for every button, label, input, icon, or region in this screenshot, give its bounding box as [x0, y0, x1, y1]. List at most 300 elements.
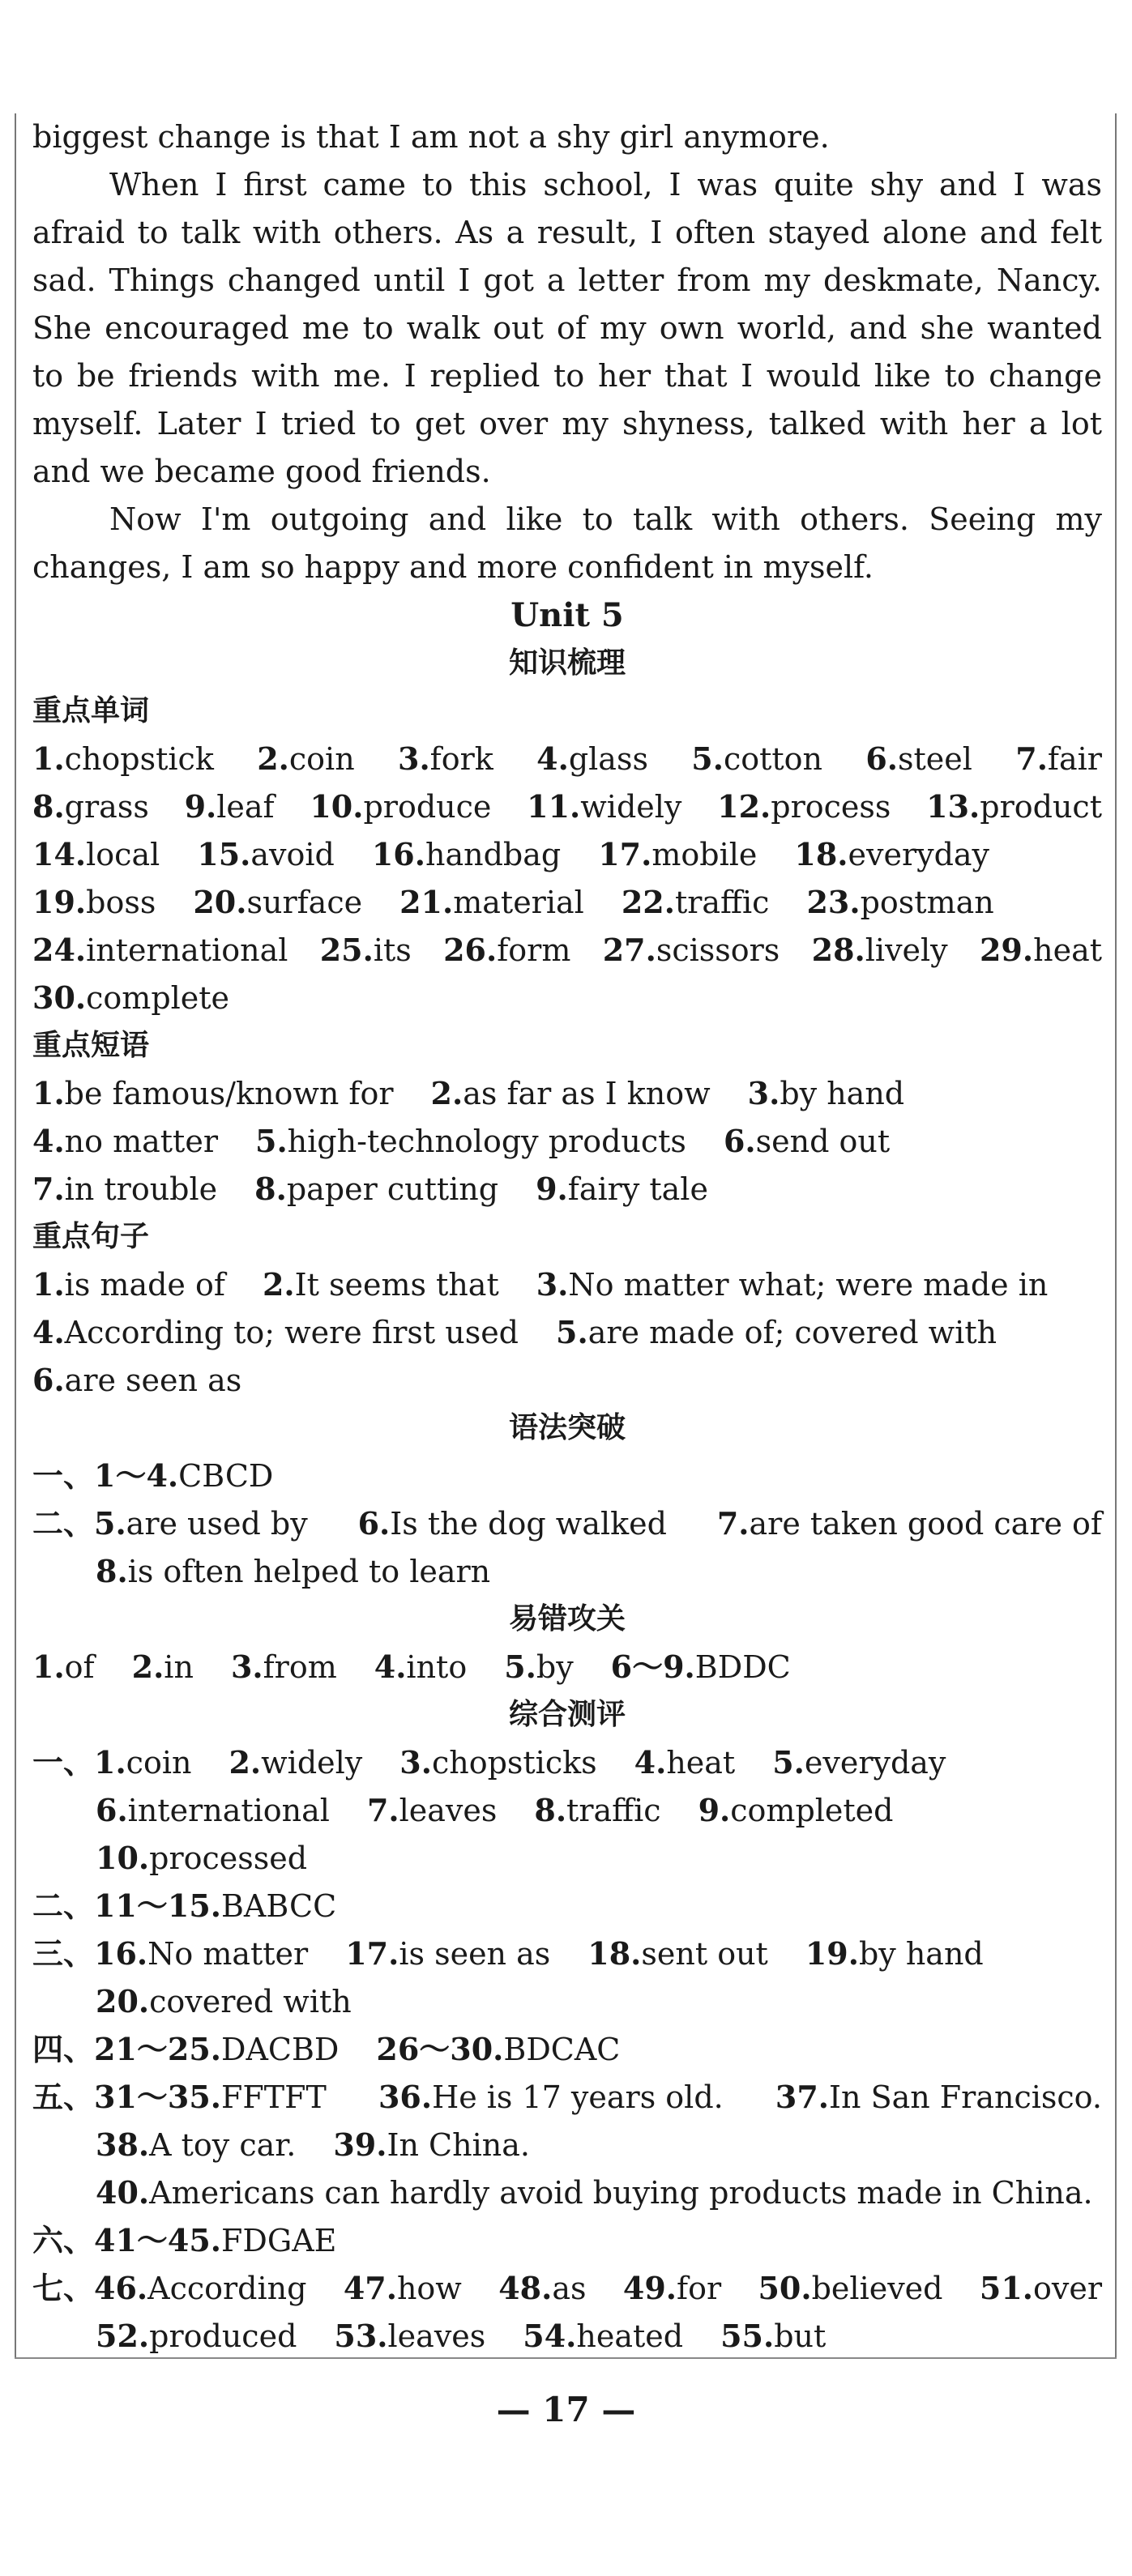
answer-text: produce: [363, 789, 492, 825]
answer-text: Americans can hardly avoid buying products made in China.: [149, 2175, 1093, 2211]
section-heading: 知识梳理: [508, 646, 626, 680]
answer-item: [32, 926, 288, 974]
section-heading: 综合测评: [508, 1698, 626, 1731]
answer-number: 六、41～45.: [32, 2222, 221, 2258]
sentence-heading: 重点句子: [32, 1220, 150, 1253]
answer-number: 27.: [602, 932, 656, 968]
answer-text: In San Francisco.: [829, 2079, 1102, 2115]
answer-item: [96, 1977, 352, 2025]
answer-item: [758, 2264, 942, 2312]
answer-item: [399, 878, 584, 926]
answer-text: into: [406, 1649, 468, 1685]
answer-text: chopsticks: [431, 1745, 597, 1781]
phrase-heading: 重点短语: [32, 1029, 150, 1062]
answer-text: BDDC: [694, 1649, 791, 1685]
answer-item: [334, 2312, 485, 2360]
answer-text: heat: [666, 1745, 736, 1781]
answer-text: is made of: [64, 1267, 225, 1303]
answer-item: [367, 1786, 497, 1834]
answer-item: [32, 1643, 95, 1691]
answer-text: over: [1033, 2271, 1102, 2306]
answer-row: [32, 1356, 1102, 1404]
answer-item: [96, 2121, 296, 2169]
answer-text: paper cutting: [286, 1171, 499, 1207]
answer-number: 3.: [399, 1744, 432, 1781]
answer-row: [32, 2312, 1102, 2360]
answer-item: [717, 783, 891, 830]
answer-item: [527, 783, 681, 830]
answer-number: 8.: [32, 788, 65, 825]
answer-text: coin: [288, 741, 355, 777]
answer-number: 9.: [698, 1792, 731, 1828]
answer-text: chopstick: [64, 741, 214, 777]
answer-text: from: [263, 1649, 337, 1685]
answer-text: No matter what; were made in: [568, 1267, 1049, 1303]
answer-number: 1.: [32, 1266, 65, 1303]
answer-item: [523, 2312, 683, 2360]
answer-number: 4.: [374, 1648, 407, 1685]
answer-text: sent out: [641, 1936, 768, 1972]
answer-number: 5.: [691, 740, 724, 777]
answer-text: mobile: [651, 837, 758, 872]
answer-item: [865, 735, 972, 783]
answer-row: [32, 1547, 1102, 1595]
passage-line: Now I'm outgoing and like to talk with others. Seeing my: [109, 501, 1102, 537]
answer-row: [32, 783, 1102, 830]
answer-item: [32, 1165, 217, 1213]
answer-text: heated: [576, 2318, 684, 2354]
answer-row: [32, 735, 1102, 783]
answer-row: [32, 1786, 1102, 1834]
answer-item: [717, 1499, 1102, 1547]
answer-number: 1.: [32, 1075, 65, 1111]
answer-text: everyday: [804, 1745, 946, 1781]
answer-number: 17.: [345, 1935, 399, 1972]
answer-number: 1.: [32, 1648, 65, 1685]
answer-number: 3.: [536, 1266, 569, 1303]
answer-text: surface: [246, 885, 363, 920]
answer-item: [748, 1069, 904, 1117]
answer-number: 38.: [96, 2126, 150, 2163]
answer-item: [32, 1069, 394, 1117]
answer-item: [926, 783, 1102, 830]
answer-item: [376, 2025, 620, 2073]
answer-content: [32, 113, 1102, 2360]
answer-row: [32, 1882, 1102, 1930]
answer-number: 4.: [32, 1123, 65, 1159]
answer-text: It seems that: [294, 1267, 499, 1303]
answer-item: [333, 2121, 530, 2169]
answer-text: by hand: [858, 1936, 984, 1972]
answer-item: [32, 735, 214, 783]
answer-number: 26.: [443, 932, 498, 968]
answer-number: 17.: [598, 836, 652, 872]
answer-text: grass: [64, 789, 149, 825]
answer-text: international: [127, 1793, 330, 1828]
answer-text: as far as I know: [463, 1076, 711, 1111]
answer-text: fair: [1047, 741, 1102, 777]
answer-text: are seen as: [64, 1363, 242, 1398]
answer-text: processed: [149, 1840, 308, 1876]
answer-item: [32, 1117, 218, 1165]
answer-text: fork: [429, 741, 493, 777]
passage-line: myself. Later I tried to get over my shyness, talked with her a lot: [32, 406, 1102, 441]
answer-item: [720, 2312, 826, 2360]
answer-text: BDCAC: [503, 2032, 621, 2067]
answer-item: [96, 2312, 297, 2360]
answer-text: but: [774, 2318, 827, 2354]
answer-row: [32, 878, 1102, 926]
answer-text: is seen as: [399, 1936, 551, 1972]
answer-text: DACBD: [221, 2032, 340, 2067]
answer-row: [32, 2216, 1102, 2264]
answer-text: steel: [898, 741, 972, 777]
answer-item: [193, 878, 362, 926]
answer-text: According: [147, 2271, 307, 2306]
answer-row: [32, 1738, 1102, 1786]
answer-number: 3.: [398, 740, 430, 777]
answer-text: form: [497, 932, 571, 968]
answer-number: 1.: [32, 740, 65, 777]
answer-text: scissors: [656, 932, 780, 968]
answer-number: 37.: [775, 2079, 829, 2115]
answer-item: [812, 926, 948, 974]
answer-number: 5.: [504, 1648, 536, 1685]
answer-text: CBCD: [178, 1458, 274, 1494]
passage-line: She encouraged me to walk out of my own world, and she wanted: [32, 310, 1102, 346]
answer-item: [775, 2073, 1102, 2121]
answer-item: [96, 2169, 1093, 2216]
answer-number: 11.: [527, 788, 581, 825]
answer-row: [32, 830, 1102, 878]
answer-item: [197, 830, 335, 878]
answer-text: is often helped to learn: [127, 1554, 491, 1589]
answer-text: glass: [568, 741, 648, 777]
answer-row: [32, 1117, 1102, 1165]
answer-item: [358, 1499, 667, 1547]
answer-item: [504, 1643, 573, 1691]
answer-item: [32, 830, 160, 878]
answer-row: [32, 1308, 1102, 1356]
answer-number: 28.: [811, 932, 865, 968]
answer-item: [698, 1786, 894, 1834]
answer-text: BABCC: [221, 1888, 337, 1924]
answer-row: [32, 1452, 1102, 1499]
answer-number: 18.: [794, 836, 848, 872]
answer-row: [32, 1260, 1102, 1308]
answer-number: 24.: [32, 932, 87, 968]
answer-item: [231, 1643, 337, 1691]
answer-text: be famous/known for: [64, 1076, 394, 1111]
answer-number: 2.: [229, 1744, 262, 1781]
answer-item: [345, 1930, 550, 1977]
answer-text: of: [64, 1649, 95, 1685]
answer-number: 5.: [255, 1123, 288, 1159]
answer-item: [691, 735, 822, 783]
answer-number: 9.: [184, 788, 217, 825]
answer-number: 8.: [96, 1553, 128, 1589]
answer-number: 一、1～4.: [32, 1457, 179, 1494]
answer-number: 20.: [193, 884, 247, 920]
sentence-list: [32, 1260, 1102, 1404]
answer-text: in: [164, 1649, 194, 1685]
answer-row: [32, 1834, 1102, 1882]
answer-item: [443, 926, 570, 974]
answer-number: 9.: [536, 1171, 568, 1207]
answer-text: process: [771, 789, 891, 825]
answer-text: He is 17 years old.: [432, 2079, 724, 2115]
answer-number: 2.: [262, 1266, 295, 1303]
answer-item: [498, 2264, 586, 2312]
vocab-list: [32, 735, 1102, 1021]
answer-number: 16.: [371, 836, 425, 872]
answer-number: 14.: [32, 836, 87, 872]
answer-row: [32, 2169, 1102, 2216]
answer-item: [32, 1930, 308, 1977]
answer-text: completed: [730, 1793, 894, 1828]
answer-number: 30.: [32, 979, 87, 1016]
answer-item: [536, 1165, 708, 1213]
answer-item: [794, 830, 989, 878]
answer-item: [229, 1738, 362, 1786]
answer-item: [772, 1738, 946, 1786]
answer-item: [96, 1547, 490, 1595]
answer-item: [320, 926, 412, 974]
answer-number: 7.: [716, 1505, 750, 1542]
answer-number: 39.: [333, 2126, 387, 2163]
answer-number: 3.: [230, 1648, 263, 1685]
answer-text: send out: [755, 1124, 891, 1159]
answer-number: 2.: [257, 740, 289, 777]
unit-title: Unit 5: [510, 596, 624, 634]
answer-row: [32, 1069, 1102, 1117]
answer-item: [806, 878, 993, 926]
answer-item: [398, 735, 493, 783]
answer-number: 36.: [378, 2079, 433, 2115]
answer-number: 6.: [357, 1505, 391, 1542]
answer-row: [32, 1643, 1102, 1691]
answer-number: 55.: [720, 2318, 775, 2354]
answer-number: 7.: [366, 1792, 399, 1828]
answer-number: 18.: [587, 1935, 642, 1972]
answer-text: as: [552, 2271, 587, 2306]
answer-item: [805, 1930, 984, 1977]
answer-text: boss: [86, 885, 156, 920]
answer-item: [32, 1499, 308, 1547]
answer-number: 8.: [254, 1171, 287, 1207]
passage-line: When I first came to this school, I was quite shy and I was: [109, 167, 1102, 203]
answer-row: [32, 1930, 1102, 1977]
answer-text: everyday: [848, 837, 990, 872]
answer-text: fairy tale: [567, 1171, 708, 1207]
passage-line: biggest change is that I am not a shy girl anymore.: [32, 119, 830, 155]
answer-number: 二、11～15.: [32, 1887, 221, 1924]
answer-number: 53.: [334, 2318, 388, 2354]
answer-number: 51.: [979, 2270, 1033, 2306]
answer-number: 48.: [498, 2270, 553, 2306]
answer-item: [431, 1069, 711, 1117]
answer-item: [372, 830, 561, 878]
answer-text: According to; were first used: [64, 1315, 519, 1350]
answer-number: 22.: [621, 884, 675, 920]
answer-item: [603, 926, 780, 974]
answer-text: by hand: [780, 1076, 905, 1111]
answer-number: 13.: [926, 788, 980, 825]
answer-number: 5.: [772, 1744, 805, 1781]
answer-number: 47.: [343, 2270, 397, 2306]
answer-text: traffic: [566, 1793, 661, 1828]
answer-text: widely: [261, 1745, 363, 1781]
answer-number: 6.: [32, 1362, 65, 1398]
answer-row: [32, 1499, 1102, 1547]
answer-number: 4.: [536, 740, 569, 777]
answer-row: [32, 974, 1102, 1021]
answer-item: [611, 1643, 791, 1691]
answer-number: 19.: [32, 884, 87, 920]
passage-line: afraid to talk with others. As a result, I often stayed alone and felt: [32, 215, 1102, 250]
answer-text: how: [396, 2271, 462, 2306]
passage-line: changes, I am so happy and more confident in myself.: [32, 549, 874, 585]
answer-text: traffic: [674, 885, 770, 920]
error-list: [32, 1643, 1102, 1691]
answer-number: 4.: [634, 1744, 667, 1781]
answer-row: [32, 2025, 1102, 2073]
answer-item: [556, 1308, 997, 1356]
vocab-heading: 重点单词: [32, 694, 150, 727]
answer-item: [96, 1786, 330, 1834]
answer-item: [132, 1643, 194, 1691]
answer-number: 29.: [979, 932, 1034, 968]
left-margin-rule: [15, 113, 16, 2357]
passage-line: sad. Things changed until I got a letter from my deskmate, Nancy.: [32, 262, 1102, 298]
answer-number: 7.: [1015, 740, 1048, 777]
answer-text: are taken good care of: [749, 1506, 1102, 1542]
answer-text: by: [536, 1649, 574, 1685]
answer-text: leaves: [387, 2318, 486, 2354]
answer-number: 25.: [319, 932, 374, 968]
answer-number: 52.: [96, 2318, 150, 2354]
page-number: — 17 —: [496, 2390, 636, 2429]
answer-number: 3.: [747, 1075, 780, 1111]
answer-number: 6.: [96, 1792, 128, 1828]
answer-text: for: [677, 2271, 722, 2306]
answer-text: In China.: [387, 2127, 530, 2163]
answer-item: [587, 1930, 768, 1977]
right-margin-rule: [1115, 113, 1117, 2357]
answer-item: [254, 1165, 498, 1213]
answer-row: [32, 2073, 1102, 2121]
answer-text: leaf: [216, 789, 275, 825]
answer-text: lively: [865, 932, 948, 968]
answer-item: [536, 735, 648, 783]
answer-text: local: [86, 837, 160, 872]
answer-text: are made of; covered with: [587, 1315, 997, 1350]
answer-item: [622, 878, 770, 926]
answer-number: 50.: [758, 2270, 812, 2306]
answer-item: [32, 1260, 225, 1308]
answer-item: [980, 926, 1102, 974]
answer-text: coin: [126, 1745, 192, 1781]
answer-number: 4.: [32, 1314, 65, 1350]
answer-text: are used by: [126, 1506, 308, 1542]
answer-text: product: [980, 789, 1102, 825]
answer-number: 四、21～25.: [32, 2031, 221, 2067]
answer-number: 6.: [723, 1123, 756, 1159]
answer-item: [724, 1117, 890, 1165]
answer-text: postman: [860, 885, 994, 920]
answer-number: 40.: [96, 2174, 150, 2211]
answer-number: 10.: [310, 788, 364, 825]
answer-item: [32, 783, 149, 830]
answer-number: 23.: [806, 884, 861, 920]
answer-item: [623, 2264, 721, 2312]
answer-row: [32, 2264, 1102, 2312]
answer-text: complete: [86, 980, 230, 1016]
answer-text: high-technology products: [287, 1124, 686, 1159]
answer-item: [534, 1786, 660, 1834]
grammar-list: [32, 1452, 1102, 1595]
answer-text: leaves: [399, 1793, 498, 1828]
test-list: [32, 1738, 1102, 2360]
answer-item: [257, 735, 354, 783]
answer-item: [32, 1882, 336, 1930]
answer-text: international: [86, 932, 288, 968]
answer-text: produced: [149, 2318, 297, 2354]
answer-row: [32, 926, 1102, 974]
answer-text: no matter: [64, 1124, 218, 1159]
answer-number: 26～30.: [376, 2031, 504, 2067]
answer-item: [185, 783, 275, 830]
answer-item: [32, 974, 229, 1021]
answer-item: [536, 1260, 1049, 1308]
answer-text: covered with: [149, 1984, 352, 2019]
answer-number: 七、46.: [32, 2270, 148, 2306]
answer-text: in trouble: [64, 1171, 218, 1207]
answer-text: widely: [580, 789, 682, 825]
answer-item: [255, 1117, 686, 1165]
answer-number: 20.: [96, 1983, 150, 2019]
answer-item: [378, 2073, 724, 2121]
answer-number: 19.: [805, 1935, 859, 1972]
answer-number: 10.: [96, 1840, 150, 1876]
answer-text: heat: [1033, 932, 1102, 968]
answer-row: [32, 1977, 1102, 2025]
answer-row: [32, 2121, 1102, 2169]
answer-item: [263, 1260, 499, 1308]
answer-item: [310, 783, 491, 830]
answer-item: [32, 1738, 191, 1786]
answer-item: [32, 878, 156, 926]
answer-item: [374, 1643, 467, 1691]
answer-text: A toy car.: [149, 2127, 297, 2163]
answer-item: [32, 2264, 306, 2312]
answer-text: material: [453, 885, 584, 920]
answer-number: 8.: [534, 1792, 567, 1828]
answer-text: believed: [811, 2271, 943, 2306]
answer-item: [96, 1834, 307, 1882]
answer-number: 2.: [131, 1648, 164, 1685]
answer-text: FDGAE: [221, 2223, 337, 2258]
answer-item: [399, 1738, 596, 1786]
answer-number: 五、31～35.: [32, 2079, 221, 2115]
answer-number: 21.: [399, 884, 454, 920]
answer-text: Is the dog walked: [390, 1506, 667, 1542]
answer-item: [32, 1356, 241, 1404]
answer-item: [32, 1452, 273, 1499]
answer-number: 15.: [197, 836, 251, 872]
passage-line: to be friends with me. I replied to her that I would like to change: [32, 358, 1102, 394]
answer-text: handbag: [425, 837, 562, 872]
